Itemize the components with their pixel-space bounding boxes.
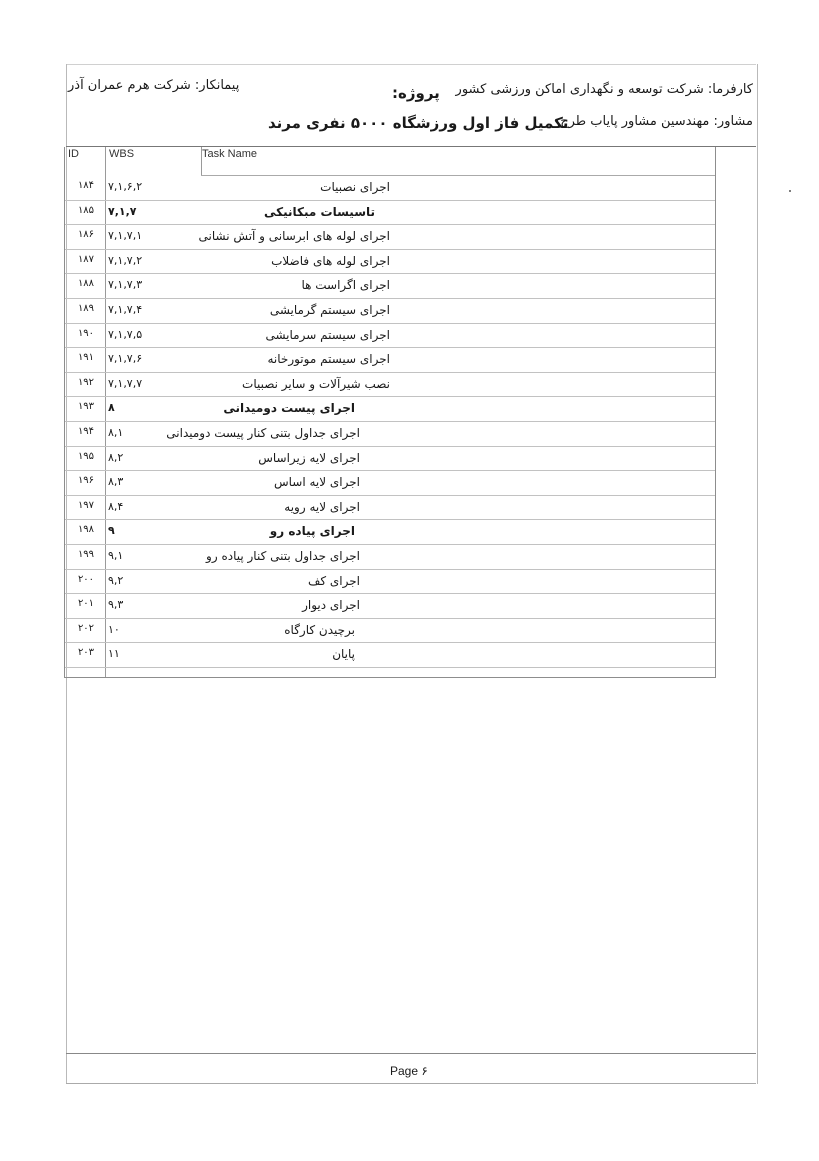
table-row bbox=[65, 470, 715, 496]
row-id: ۲۰۳ bbox=[77, 647, 95, 659]
table-row bbox=[65, 273, 715, 299]
row-wbs: ۷,۱,۷,۶ bbox=[108, 352, 143, 366]
wbs-column-header: WBS bbox=[109, 148, 135, 160]
table-row bbox=[65, 593, 715, 619]
row-id: ۱۹۵ bbox=[77, 450, 95, 462]
row-wbs: ۷,۱,۷,۳ bbox=[108, 278, 143, 292]
row-task-name: اجرای سیستم سرمایشی bbox=[265, 327, 390, 342]
row-task-name: اجرای نصبیات bbox=[320, 180, 390, 194]
row-task-name: اجرای لایه اساس bbox=[273, 475, 360, 490]
row-task-name: اجرای پیست دومیدانی bbox=[223, 401, 355, 416]
row-task-name: اجرای لایه زیراساس bbox=[258, 450, 360, 465]
row-id: ۲۰۲ bbox=[77, 622, 95, 634]
table-row bbox=[65, 446, 715, 472]
row-task-name: پایان bbox=[332, 647, 355, 662]
project-label: پروژه: bbox=[392, 84, 440, 102]
contractor-label: پیمانکار: شرکت هرم عمران آذر bbox=[68, 78, 240, 93]
row-wbs: ۷,۱,۷,۱ bbox=[108, 229, 143, 243]
table-row bbox=[65, 544, 715, 570]
row-id: ۱۹۰ bbox=[77, 327, 95, 339]
footer-divider bbox=[66, 1053, 756, 1054]
consultant-label: مشاور: مهندسین مشاور پایاب طرح bbox=[560, 114, 753, 129]
table-row bbox=[65, 323, 715, 349]
row-task-name: اجرای سیستم موتورخانه bbox=[267, 352, 390, 367]
row-id: ۱۹۸ bbox=[77, 524, 95, 536]
row-wbs: ۸,۴ bbox=[108, 499, 124, 513]
table-row bbox=[65, 396, 715, 422]
project-title: تکمیل فاز اول ورزشگاه ۵۰۰۰ نفری مرند bbox=[268, 114, 569, 132]
row-wbs: ۸,۱ bbox=[108, 426, 124, 439]
row-task-name: اجرای لوله های فاضلاب bbox=[271, 253, 390, 268]
row-id: ۲۰۰ bbox=[77, 573, 95, 585]
row-id: ۱۹۴ bbox=[77, 426, 95, 437]
table-row bbox=[65, 569, 715, 595]
row-wbs: ۷,۱,۷,۴ bbox=[108, 303, 143, 316]
row-task-name: تاسیسات مبکانیکی bbox=[264, 204, 375, 219]
row-wbs: ۱۱ bbox=[108, 647, 120, 661]
row-wbs: ۹ bbox=[108, 524, 115, 538]
row-wbs: ۸,۲ bbox=[108, 450, 124, 464]
table-row bbox=[65, 372, 715, 398]
row-wbs: ۸ bbox=[108, 401, 115, 415]
row-id: ۱۹۲ bbox=[77, 376, 95, 388]
row-wbs: ۷,۱,۷,۵ bbox=[108, 327, 143, 341]
row-id: ۱۹۹ bbox=[77, 549, 95, 560]
row-task-name: اجرای دیوار bbox=[302, 598, 360, 613]
row-task-name: برچیدن کارگاه bbox=[284, 622, 355, 637]
task-name-column-header: Task Name bbox=[202, 148, 258, 160]
row-wbs: ۸,۳ bbox=[108, 475, 124, 489]
table-row bbox=[65, 495, 715, 521]
row-wbs: ۷,۱,۷,۷ bbox=[108, 376, 143, 390]
table-row bbox=[65, 200, 715, 226]
table-row bbox=[65, 298, 715, 324]
task-table bbox=[64, 147, 716, 678]
table-row bbox=[65, 519, 715, 545]
row-wbs: ۷,۱,۷,۲ bbox=[108, 253, 143, 267]
row-wbs: ۹,۲ bbox=[108, 573, 124, 587]
row-wbs: ۷,۱,۷ bbox=[108, 204, 137, 218]
row-task-name: اجرای لایه رویه bbox=[284, 499, 360, 514]
employer-label: کارفرما: شرکت توسعه و نگهداری اماکن ورزشی کشور bbox=[455, 82, 753, 97]
row-id: ۲۰۱ bbox=[77, 598, 95, 610]
row-id: ۱۸۵ bbox=[77, 204, 95, 216]
page-number: Page ۶ bbox=[390, 1064, 428, 1078]
row-wbs: ۱۰ bbox=[108, 622, 120, 636]
row-task-name: اجرای سیستم گرمایشی bbox=[269, 303, 390, 317]
speck-mark bbox=[789, 190, 791, 192]
row-id: ۱۸۴ bbox=[77, 180, 95, 191]
table-row bbox=[65, 224, 715, 250]
row-wbs: ۷,۱,۶,۲ bbox=[108, 180, 143, 193]
table-row bbox=[65, 618, 715, 644]
table-row bbox=[65, 249, 715, 275]
row-id: ۱۸۶ bbox=[77, 229, 95, 241]
table-row bbox=[65, 421, 715, 447]
row-task-name: اجرای پیاده رو bbox=[269, 524, 355, 539]
row-id: ۱۹۶ bbox=[77, 475, 95, 487]
row-wbs: ۹,۱ bbox=[108, 549, 124, 562]
row-task-name: اجرای جداول بتنی کنار پیاده رو bbox=[206, 549, 360, 563]
row-task-name: اجرای لوله های ابرسانی و آتش نشانی bbox=[198, 229, 390, 244]
row-task-name: نصب شیرآلات و سایر نصبیات bbox=[242, 376, 390, 391]
row-wbs: ۹,۳ bbox=[108, 598, 124, 612]
table-row bbox=[65, 347, 715, 373]
row-task-name: اجرای اگراست ها bbox=[301, 278, 390, 293]
row-id: ۱۸۷ bbox=[77, 253, 95, 265]
id-column-header: ID bbox=[68, 148, 79, 160]
row-id: ۱۹۷ bbox=[77, 499, 95, 511]
row-id: ۱۸۸ bbox=[77, 278, 95, 290]
row-task-name: اجرای جداول بتنی کنار پیست دومیدانی bbox=[166, 426, 360, 440]
footer-bottom-border bbox=[66, 1083, 756, 1084]
row-task-name: اجرای کف bbox=[307, 573, 360, 588]
row-id: ۱۹۱ bbox=[77, 352, 95, 364]
table-row bbox=[65, 642, 715, 668]
row-id: ۱۹۳ bbox=[77, 401, 95, 413]
table-row bbox=[65, 175, 715, 201]
row-id: ۱۸۹ bbox=[77, 303, 95, 314]
